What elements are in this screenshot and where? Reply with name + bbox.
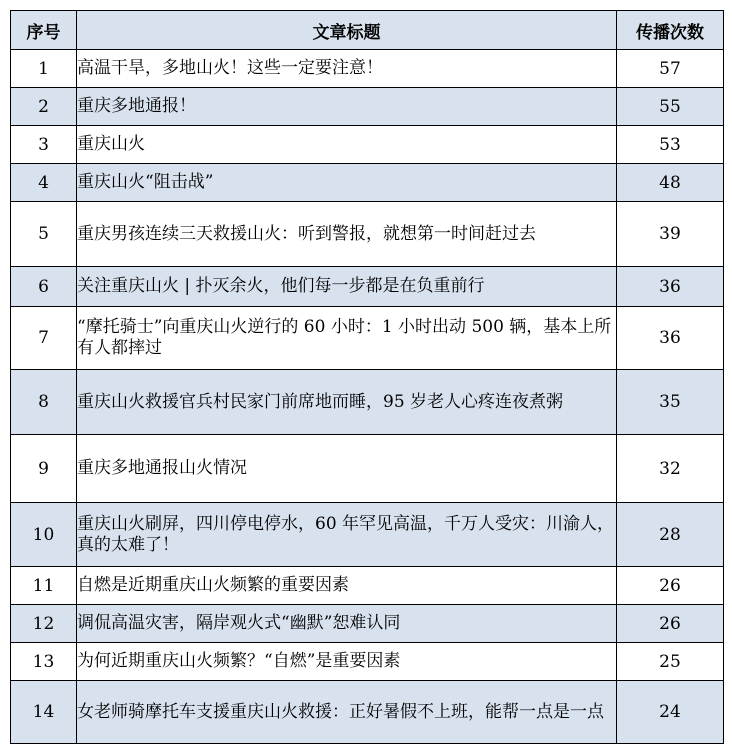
header-index: 序号 xyxy=(11,11,77,50)
table-row xyxy=(11,267,724,307)
row-count: 57 xyxy=(617,50,724,88)
row-index: 4 xyxy=(11,164,77,202)
row-index: 14 xyxy=(11,681,77,744)
row-title: 重庆多地通报！ xyxy=(77,88,617,126)
row-title: 关注重庆山火 | 扑灭余火，他们每一步都是在负重前行 xyxy=(77,267,617,307)
row-count: 35 xyxy=(617,370,724,435)
table-row xyxy=(11,88,724,126)
row-title: 重庆多地通报山火情况 xyxy=(77,435,617,503)
row-title: 重庆山火 xyxy=(77,126,617,164)
row-index: 12 xyxy=(11,605,77,643)
row-title: 女老师骑摩托车支援重庆山火救援：正好暑假不上班，能帮一点是一点 xyxy=(77,681,617,744)
row-index: 7 xyxy=(11,307,77,370)
row-title: 重庆山火“阻击战” xyxy=(77,164,617,202)
row-index: 11 xyxy=(11,567,77,605)
row-title: 高温干旱，多地山火！这些一定要注意！ xyxy=(77,50,617,88)
row-index: 5 xyxy=(11,202,77,267)
row-count: 36 xyxy=(617,307,724,370)
table-row xyxy=(11,126,724,164)
row-title: 调侃高温灾害，隔岸观火式“幽默”恕难认同 xyxy=(77,605,617,643)
row-title: 自燃是近期重庆山火频繁的重要因素 xyxy=(77,567,617,605)
row-index: 10 xyxy=(11,503,77,567)
table-row xyxy=(11,643,724,681)
table-row xyxy=(11,435,724,503)
row-title: 重庆山火刷屏，四川停电停水，60 年罕见高温，千万人受灾：川渝人，真的太难了！ xyxy=(77,503,617,567)
table-row xyxy=(11,567,724,605)
table-row xyxy=(11,605,724,643)
row-title: 重庆山火救援官兵村民家门前席地而睡，95 岁老人心疼连夜煮粥 xyxy=(77,370,617,435)
row-count: 28 xyxy=(617,503,724,567)
row-index: 13 xyxy=(11,643,77,681)
table-row xyxy=(11,164,724,202)
header-count: 传播次数 xyxy=(617,11,724,50)
row-count: 32 xyxy=(617,435,724,503)
row-count: 53 xyxy=(617,126,724,164)
row-index: 3 xyxy=(11,126,77,164)
table-header xyxy=(11,11,724,50)
table-row xyxy=(11,50,724,88)
row-title: 重庆男孩连续三天救援山火：听到警报，就想第一时间赶过去 xyxy=(77,202,617,267)
header-title: 文章标题 xyxy=(77,11,617,50)
row-count: 25 xyxy=(617,643,724,681)
row-index: 2 xyxy=(11,88,77,126)
article-ranking-table xyxy=(10,10,724,744)
row-count: 55 xyxy=(617,88,724,126)
table-body xyxy=(11,50,724,744)
row-title: “摩托骑士”向重庆山火逆行的 60 小时：1 小时出动 500 辆，基本上所有人都摔过 xyxy=(77,307,617,370)
row-title: 为何近期重庆山火频繁？“自燃”是重要因素 xyxy=(77,643,617,681)
row-index: 9 xyxy=(11,435,77,503)
row-count: 39 xyxy=(617,202,724,267)
header-row xyxy=(11,11,724,50)
row-index: 8 xyxy=(11,370,77,435)
row-index: 6 xyxy=(11,267,77,307)
table-row xyxy=(11,503,724,567)
row-index: 1 xyxy=(11,50,77,88)
table-row xyxy=(11,681,724,744)
row-count: 48 xyxy=(617,164,724,202)
table-row xyxy=(11,370,724,435)
table-row xyxy=(11,202,724,267)
row-count: 36 xyxy=(617,267,724,307)
row-count: 26 xyxy=(617,605,724,643)
row-count: 26 xyxy=(617,567,724,605)
row-count: 24 xyxy=(617,681,724,744)
table-row xyxy=(11,307,724,370)
